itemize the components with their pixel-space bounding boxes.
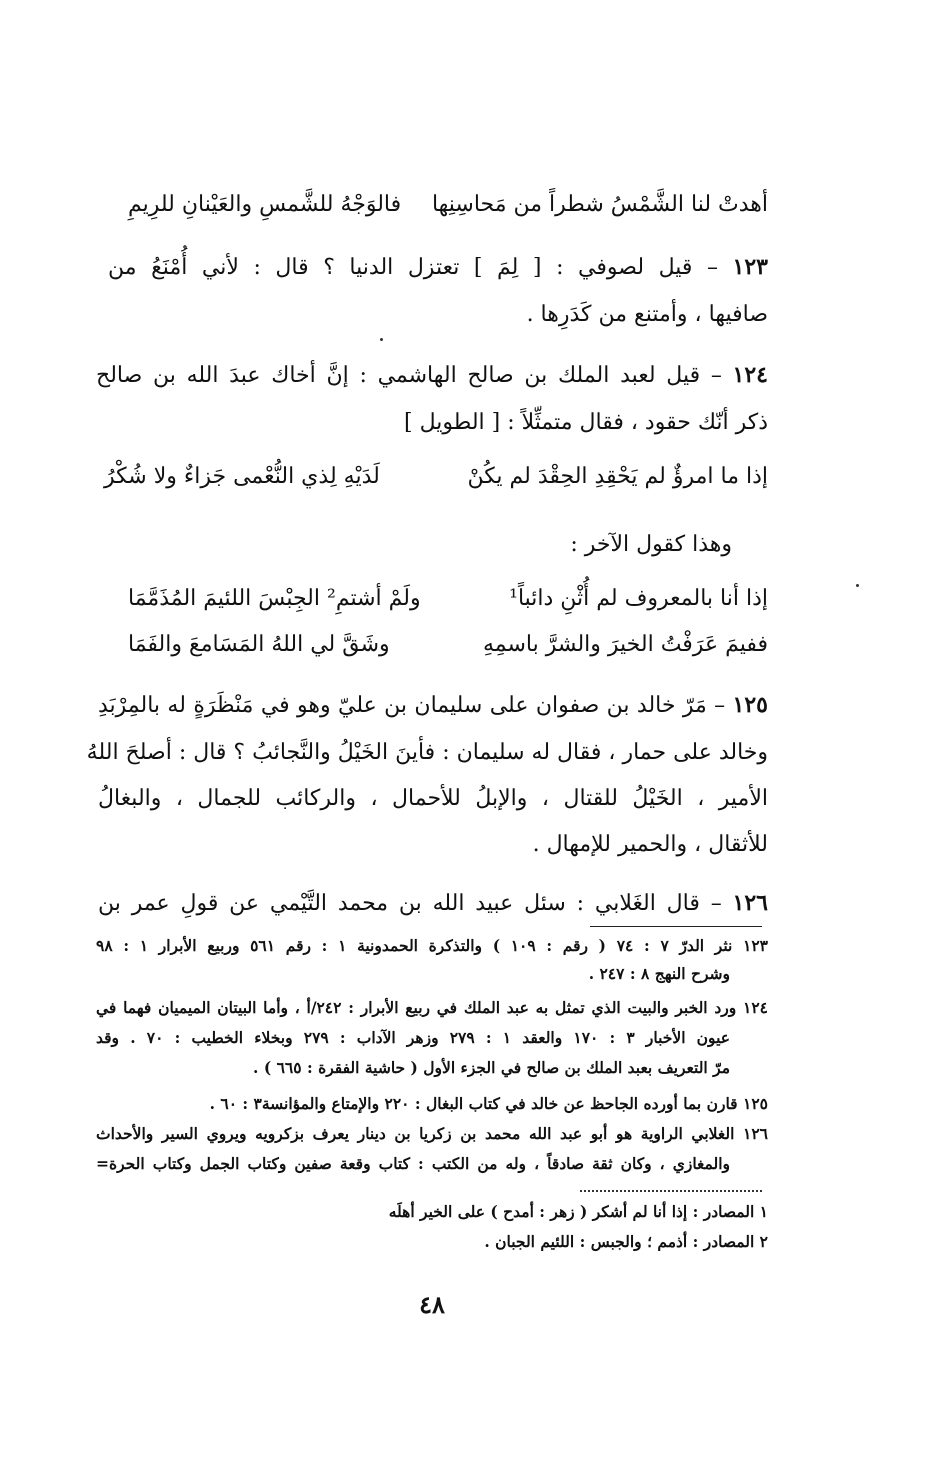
paragraph-number-124: ١٢٤ xyxy=(732,362,768,388)
footnote-separator xyxy=(590,926,762,927)
page-number: ٤٨ xyxy=(419,1290,445,1319)
paragraph-number-126: ١٢٦ xyxy=(732,890,768,916)
paragraph-125-line-4: للأثقال ، والحمير للإمهال . xyxy=(532,832,768,857)
footnote-124-text: ورد الخبر والبيت الذي تمثل به عبد الملك في ربيع الأبرار : ٢٤٢/أ ، وأما البيتان الميميان فهما في xyxy=(96,998,737,1017)
paragraph-123-line-2: صافيها ، وأمتنع من كَدَرِها . xyxy=(526,302,768,327)
footnote-124-line-2: عيون الأخبار ٣ : ١٧٠ والعقد ١ : ٢٧٩ وزهر الآداب : ٢٧٩ وبخلاء الخطيب : ٧٠ . وقد xyxy=(96,1028,730,1047)
paragraph-124-line-3: وهذا كقول الآخر : xyxy=(570,532,732,557)
footnote-number-123: ١٢٣ xyxy=(743,936,768,955)
scan-speck xyxy=(380,338,383,341)
paragraph-123-line-1 xyxy=(108,252,768,283)
verse-124-second-hemistich: لَدَيْهِ لِذي النُّعْمى جَزاءٌ ولا شُكْرُ xyxy=(104,464,380,489)
paragraph-126-text: – قال الغَلابي : سئل عبيد الله بن محمد التَّيْمي عن قولِ عمر بن xyxy=(98,891,722,916)
verse-124c-second-hemistich: وشَقَّ لي اللهُ المَسَامعَ والفَمَا xyxy=(128,632,390,657)
footnote-124-line-3: مرّ التعريف بعبد الملك بن صالح في الجزء الأول ( حاشية الفقرة : ٦٦٥ ) . xyxy=(253,1058,730,1077)
paragraph-124-text: – قيل لعبد الملك بن صالح الهاشمي : إنَّ أخاك عبدَ الله بن صالح xyxy=(96,363,722,388)
footnote-123-line-2: وشرح النهج ٨ : ٢٤٧ . xyxy=(588,964,730,983)
paragraph-124-line-1 xyxy=(96,360,768,391)
verse-124-first-hemistich: إذا ما امرؤٌ لم يَحْقِدِ الحِقْدَ لم يكُنْ xyxy=(467,464,768,489)
verse-124b-first-hemistich: إذا أنا بالمعروف لم أُثْنِ دائباً¹ xyxy=(509,586,768,611)
verse-top-first-hemistich: أهدتْ لنا الشَّمْسُ شطراً من مَحاسِنِها xyxy=(431,192,768,217)
notes-dotted-separator xyxy=(580,1190,762,1192)
paragraph-number-123: ١٢٣ xyxy=(732,254,768,280)
paragraph-125-line-1 xyxy=(98,690,768,721)
footnote-number-126: ١٢٦ xyxy=(743,1124,768,1143)
verse-124b-second-hemistich: ولَمْ أشتمِ² الجِبْسَ اللئيمَ المُذَمَّمَا xyxy=(128,586,421,611)
paragraph-126-line-1 xyxy=(98,888,768,919)
footnote-number-125: ١٢٥ xyxy=(743,1094,768,1113)
paragraph-124-line-2: ذكر أنّك حقود ، فقال متمثِّلاً : [ الطويل ] xyxy=(404,410,768,435)
footnote-126-line-2: والمغازي ، وكان ثقة صادقاً ، وله من الكتب : كتاب وقعة صفين وكتاب الجمل وكتاب الحرة= xyxy=(96,1154,730,1173)
paragraph-123-text: – قيل لصوفي : [ لِمَ ] تعتزل الدنيا ؟ قال : لأني أُمْنَعُ من xyxy=(108,255,718,280)
footnote-123-line-1 xyxy=(96,934,768,958)
verse-note-1: ١ المصادر : إذا أنا لم أشكر ( زهر : أمدح ) على الخير أهلَه xyxy=(388,1202,768,1221)
verse-note-2: ٢ المصادر : أذمم ؛ والجبس : اللئيم الجبان . xyxy=(484,1232,768,1251)
verse-top-second-hemistich: فالوَجْهُ للشَّمسِ والعَيْنانِ للرِيمِ xyxy=(128,192,402,217)
paragraph-125-text: – مَرّ خالد بن صفوان على سليمان بن عليّ وهو في مَنْظَرَةٍ له بالمِرْبَدِ xyxy=(98,693,726,718)
footnote-126-line-1 xyxy=(96,1122,768,1146)
scan-speck xyxy=(856,584,859,587)
footnote-125-line-1 xyxy=(210,1092,768,1116)
footnote-126-text: الغلابي الراوية هو أبو عبد الله محمد بن زكريا بن دينار يعرف بزكرويه ويروي السير والأحداث xyxy=(96,1124,735,1143)
footnote-125-text: قارن بما أورده الجاحظ عن خالد في كتاب البغال : ٢٢٠ والإمتاع والمؤانسة٣ : ٦٠ . xyxy=(209,1094,738,1113)
footnote-123-text: نثر الدرّ ٧ : ٧٤ ( رقم : ١٠٩ ) والتذكرة الحمدونية ١ : رقم ٥٦١ وربيع الأبرار ١ : ٩٨ xyxy=(96,936,733,955)
paragraph-125-line-3: الأمير ، الخَيْلُ للقتال ، والإبلُ للأحمال ، والركائب للجمال ، والبغالُ xyxy=(98,786,768,811)
footnote-124-line-1 xyxy=(96,996,768,1020)
paragraph-125-line-2: وخالد على حمار ، فقال له سليمان : فأينَ الخَيْلُ والنَّجائبُ ؟ قال : أصلحَ اللهُ xyxy=(86,740,768,765)
footnote-number-124: ١٢٤ xyxy=(743,998,768,1017)
verse-124c-first-hemistich: ففيمَ عَرَفْتُ الخيرَ والشرَّ باسمِهِ xyxy=(482,632,768,657)
paragraph-number-125: ١٢٥ xyxy=(732,692,768,718)
